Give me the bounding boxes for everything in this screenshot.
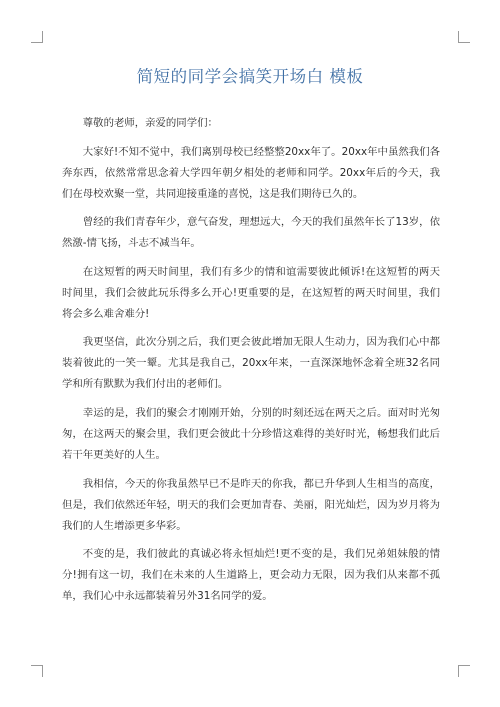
paragraph: 曾经的我们青春年少，意气奋发，理想远大，今天的我们虽然年长了13岁，依然激-情飞扬，斗志不减当年。 (62, 216, 440, 250)
crop-mark-bottom-left (31, 665, 43, 677)
paragraph: 在这短暂的两天时间里，我们有多少的情和谊需要彼此倾诉!在这短暂的两天时间里，我们会彼此玩乐得多么开心!更重要的是，在这短暂的两天时间里，我们将会多么难舍难分! (62, 265, 440, 320)
crop-mark-top-left (31, 31, 43, 43)
paragraph: 大家好!不知不觉中，我们离别母校已经整整20xx年了。20xx年中虽然我们各奔东西，依然常常思念着大学四年朝夕相处的老师和同学。20xx年后的今天，我们在母校欢聚一堂，共同迎接重逢的喜悦，这是我们期待已久的。 (62, 145, 440, 200)
crop-mark-top-right (458, 31, 470, 43)
crop-mark-bottom-right (458, 665, 470, 677)
paragraph-greeting: 尊敬的老师，亲爱的同学们： (82, 117, 218, 129)
paragraph: 我相信，今天的你我虽然早已不是昨天的你我，都已升华到人生相当的高度，但是，我们依然还年轻，明天的我们会更加青春、美丽，阳光灿烂，因为岁月将为我们的人生增添更多华彩。 (62, 477, 440, 532)
paragraph: 我更坚信，此次分别之后，我们更会彼此增加无限人生动力，因为我们心中都装着彼此的一笑一颦。尤其是我自己，20xx年来，一直深深地怀念着全班32名同学和所有默默为我们付出的老师们。 (62, 336, 440, 391)
document-title: 简短的同学会搞笑开场白 模板 (136, 67, 364, 86)
paragraph: 不变的是，我们彼此的真诚必将永恒灿烂!更不变的是，我们兄弟姐妹般的情分!拥有这一切，我们在未来的人生道路上，更会动力无限，因为我们从来都不孤单，我们心中永远都装着另外31名同学的爱。 (62, 548, 440, 603)
paragraph: 幸运的是，我们的聚会才刚刚开始，分别的时刻还远在两天之后。面对时光匆匆，在这两天的聚会里，我们更会彼此十分珍惜这难得的美好时光，畅想我们此后若干年更美好的人生。 (62, 406, 440, 461)
document-body (62, 113, 440, 615)
